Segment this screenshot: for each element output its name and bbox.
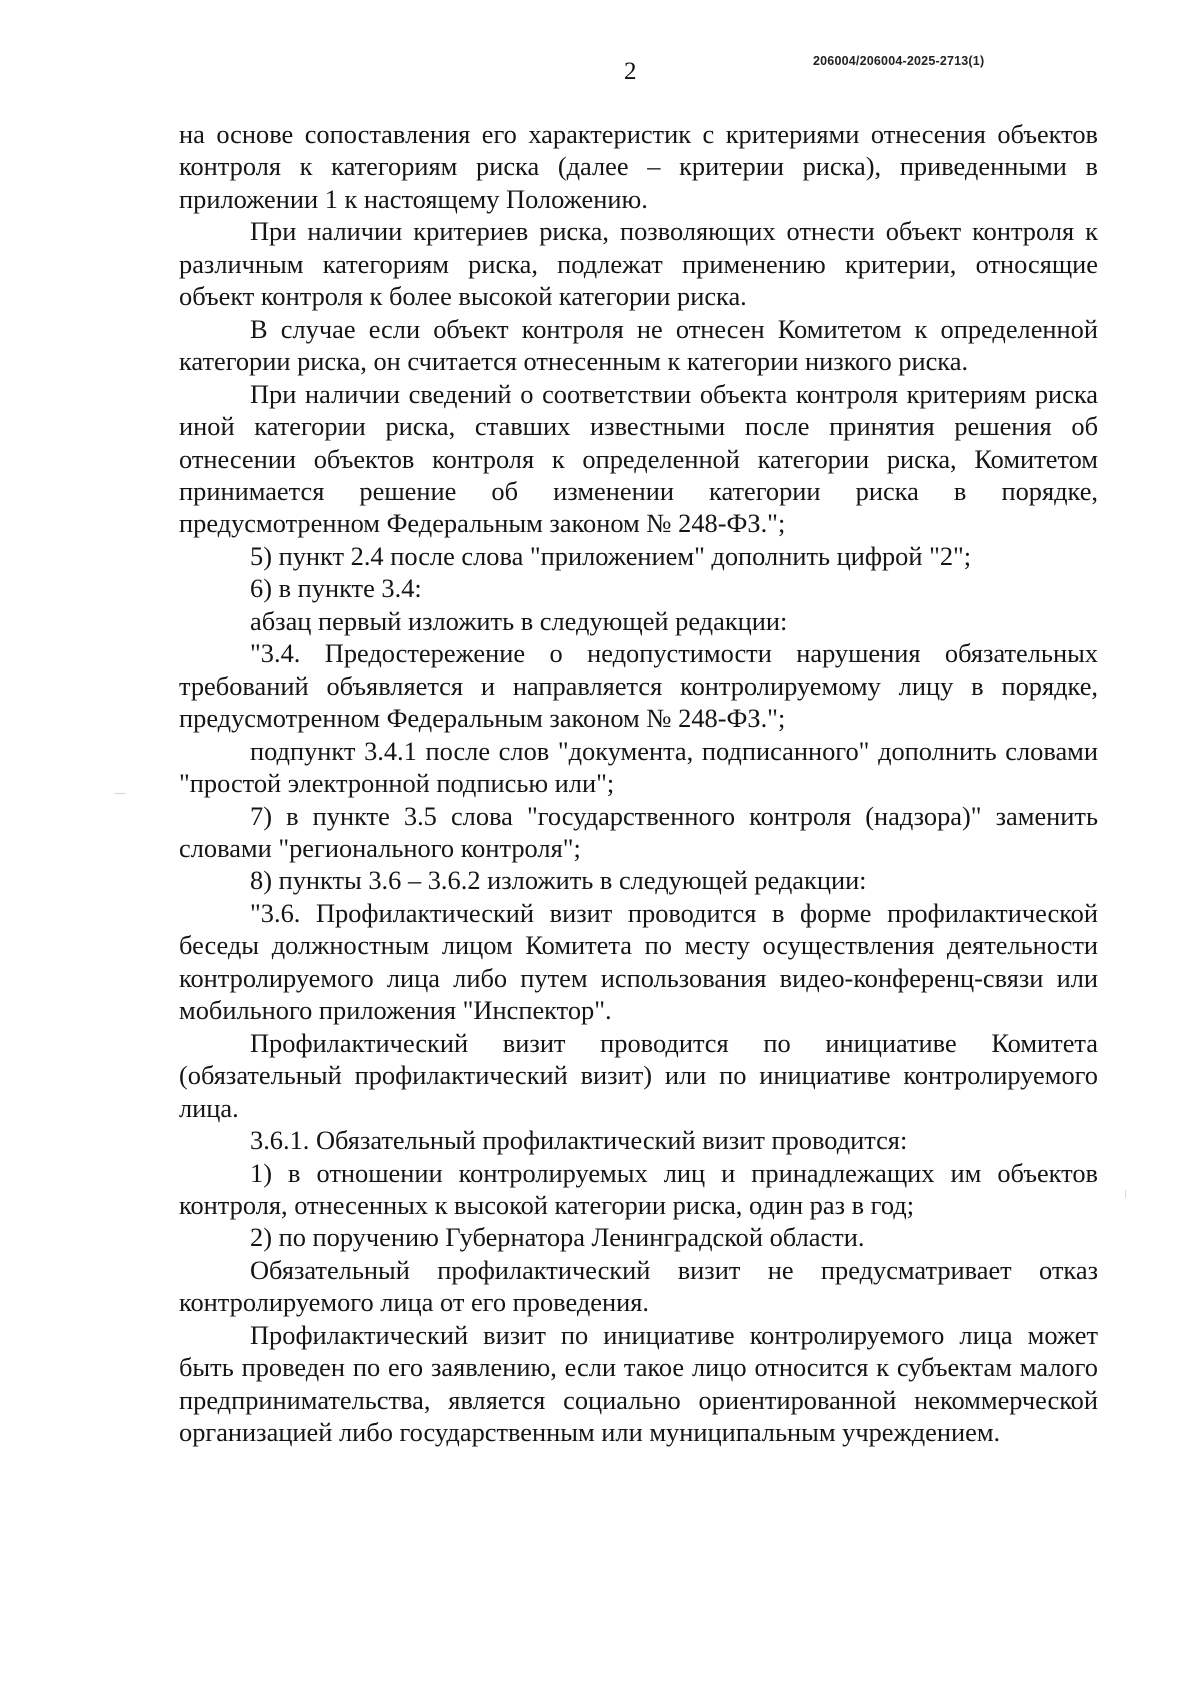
paragraph: "3.6. Профилактический визит проводится в форме профилактической беседы должностным лицом Комитета по месту осуществления деятельности контролируемого лица либо путем использования видео-конференц-связи или мобильного приложения "Инспектор".: [179, 897, 1098, 1026]
paragraph: Обязательный профилактический визит не предусматривает отказ контролируемого лица от его проведения.: [179, 1254, 1098, 1318]
scan-artifact: [114, 793, 126, 794]
paragraph: 2) по поручению Губернатора Ленинградской области.: [250, 1222, 865, 1253]
paragraph: Профилактический визит по инициативе контролируемого лица может быть проведен по его заявлению, если такое лицо относится к субъектам малого предпринимательства, является социально ориентированной некоммерческой организацией либо государственным или муниципальным учреждением.: [179, 1319, 1098, 1448]
paragraph: 5) пункт 2.4 после слова "приложением" дополнить цифрой "2";: [250, 540, 972, 571]
paragraph: Профилактический визит проводится по инициативе Комитета (обязательный профилактический визит) или по инициативе контролируемого лица.: [179, 1027, 1098, 1123]
paragraph: 6) в пункте 3.4:: [250, 573, 422, 604]
paragraph: 3.6.1. Обязательный профилактический визит проводится:: [250, 1125, 908, 1156]
paragraph: В случае если объект контроля не отнесен Комитетом к определенной категории риска, он считается отнесенным к категории низкого риска.: [179, 313, 1098, 377]
paragraph: 1) в отношении контролируемых лиц и принадлежащих им объектов контроля, отнесенных к высокой категории риска, один раз в год;: [179, 1157, 1098, 1220]
paragraph: "3.4. Предостережение о недопустимости нарушения обязательных требований объявляется и направляется контролируемому лицу в порядке, предусмотренном Федеральным законом № 248-ФЗ.";: [179, 638, 1098, 734]
paragraph: При наличии критериев риска, позволяющих отнести объект контроля к различным категориям риска, подлежат применению критерии, относящие объект контроля к более высокой категории риска.: [179, 216, 1098, 312]
paragraph: на основе сопоставления его характеристик с критериями отнесения объектов контроля к категориям риска (далее – критерии риска), приведенными в приложении 1 к настоящему Положению.: [179, 119, 1098, 214]
paragraph: абзац первый изложить в следующей редакции:: [250, 605, 788, 636]
paragraph: 7) в пункте 3.5 слова "государственного контроля (надзора)" заменить словами "регионального контроля";: [179, 800, 1098, 863]
paragraph: При наличии сведений о соответствии объекта контроля критериям риска иной категории риска, ставших известными после принятия решения об отнесении объектов контроля к определенной категории риска, Комитетом принимается решение об изменении категории риска в порядке, предусмотренном Федеральным законом № 248-ФЗ.";: [179, 378, 1098, 539]
document-id: 206004/206004-2025-2713(1): [813, 54, 985, 68]
page-number: 2: [624, 58, 637, 85]
paragraph: подпункт 3.4.1 после слов "документа, подписанного" дополнить словами "простой электронной подписью или";: [179, 735, 1098, 799]
paragraph: 8) пункты 3.6 – 3.6.2 изложить в следующей редакции:: [250, 865, 867, 896]
scan-artifact: [1125, 1190, 1126, 1198]
document-body: [179, 118, 1098, 1449]
